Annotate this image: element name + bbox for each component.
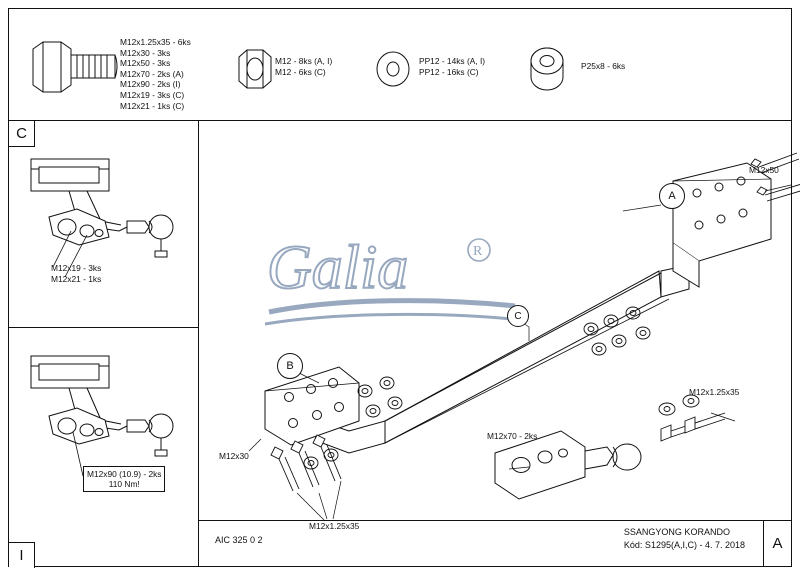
callout-b: B [277,353,303,379]
parts-legend-strip [9,9,791,121]
svg-text:R: R [473,244,483,259]
bolt-spec-line: M12x30 - 3ks [120,47,171,58]
detail-i-letter: I [9,542,35,568]
part-group-spacers [519,9,719,121]
title-block [199,520,791,566]
part-group-nuts [227,9,367,121]
label-m12x70: M12x70 - 2ks [487,431,538,441]
sheet-letter: A [763,520,791,566]
detail-i-torque-note [83,466,165,492]
nut-spec-list [275,56,332,77]
flat-washer-icon [367,9,427,121]
washer-spec-line: PP12 - 14ks (A, I) [419,56,486,66]
drawing-sheet [8,8,792,567]
spacer-spec-line: P25x8 - 6ks [581,61,626,71]
bolt-spec-line: M12x21 - 1ks (C) [120,100,185,111]
callout-c: C [507,305,529,327]
spacer-ring-icon [519,9,589,121]
spacer-spec-list [581,61,625,72]
bolt-spec-line: M12x1.25x35 - 6ks [120,37,191,47]
detail-c-label-2: M12x21 - 1ks [51,274,102,284]
detail-i-label-2: 110 Nm! [108,479,140,489]
svg-text:Galia: Galia [267,234,409,302]
nut-spec-line: M12 - 6ks (C) [275,66,326,77]
washer-spec-line: PP12 - 16ks (C) [419,66,479,77]
detail-i-drawing [9,328,199,568]
vehicle-code: Kód: S1295(A,I,C) - 4. 7. 2018 [623,539,745,550]
bolt-spec-line: M12x19 - 3ks (C) [120,89,185,100]
washer-spec-list [419,56,485,77]
hex-bolt-icon [17,9,127,121]
callout-a: A [659,183,685,209]
drawing-number: AIC 325 0 2 [215,535,263,545]
bolt-spec-list [120,37,191,111]
part-group-bolts [17,9,227,121]
label-m12x50: M12x50 [749,165,779,175]
detail-cell-c [9,121,199,328]
vehicle-block [624,526,745,551]
detail-c-drawing [9,121,199,328]
bolt-spec-line: M12x90 - 2ks (I) [120,79,181,90]
part-group-washers [367,9,527,121]
main-assembly-view [199,121,791,566]
left-detail-column [9,121,199,566]
detail-cell-i [9,328,199,568]
detail-c-letter: C [9,121,35,147]
label-m12x125x35-right: M12x1.25x35 [689,387,740,397]
label-m12x30: M12x30 [219,451,249,461]
nut-spec-line: M12 - 8ks (A, I) [275,56,333,66]
bolt-spec-line: M12x50 - 3ks [120,58,171,69]
detail-i-label-1: M12x90 (10.9) - 2ks [87,468,162,479]
bolt-spec-line: M12x70 - 2ks (A) [120,68,184,79]
towbar-assembly-drawing [199,121,791,568]
vehicle-name: SSANGYONG KORANDO [623,527,730,537]
label-m12x125x35-bottom: M12x1.25x35 [309,521,360,531]
detail-c-label-1: M12x19 - 3ks [51,263,102,273]
